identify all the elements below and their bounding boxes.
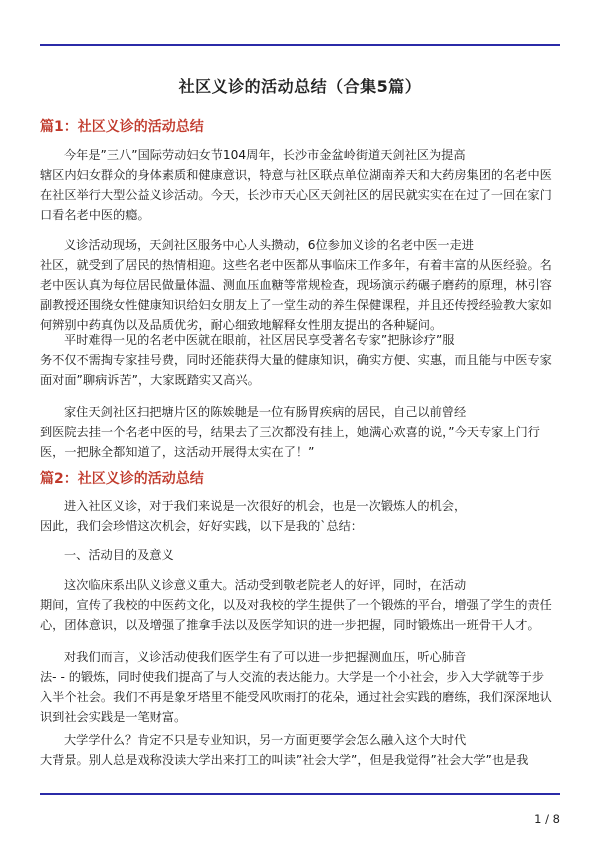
paragraph-5 bbox=[40, 496, 560, 536]
section-heading-2: 篇2：社区义诊的活动总结 bbox=[40, 471, 204, 487]
paragraph-line: 辖区内妇女群众的身体素质和健康意识，特意与社区联点单位湖南养天和大药房集团的名老中医 bbox=[40, 168, 552, 182]
paragraph-7 bbox=[40, 575, 560, 635]
paragraph-6 bbox=[40, 545, 560, 565]
paragraph-line: 老中医认真为每位居民做量体温、测血压血糖等常规检查，现场演示药碾子磨药的原理，林引容 bbox=[40, 278, 552, 292]
paragraph-line: 社区，就受到了居民的热情相迎。这些名老中医都从事临床工作多年，有着丰富的从医经验。名 bbox=[40, 258, 552, 272]
paragraph-line: 大背景。别人总是戏称没读大学出来打工的叫读”社会大学”，但是我觉得”社会大学”也是我 bbox=[40, 753, 529, 767]
paragraph-line: 因此，我们会珍惜这次机会，好好实践，以下是我的`总结： bbox=[40, 519, 363, 533]
paragraph-4 bbox=[40, 402, 560, 462]
paragraph-line: 对我们而言，义诊活动使我们医学生有了可以进一步把握测血压，听心肺音 bbox=[64, 650, 467, 664]
paragraph-line: 法- - 的锻炼，同时使我们提高了与人交流的表达能力。大学是一个小社会，步入大学就等于步 bbox=[40, 670, 545, 684]
paragraph-line: 义诊活动现场，天剑社区服务中心人头攒动，6位参加义诊的名老中医一走进 bbox=[64, 238, 474, 252]
paragraph-line: 期间，宣传了我校的中医药文化，以及对我校的学生提供了一个锻炼的平台，增强了学生的责任 bbox=[40, 598, 552, 612]
header-rule bbox=[40, 44, 560, 46]
paragraph-9 bbox=[40, 730, 560, 770]
paragraph-line: 这次临床系出队义诊意义重大。活动受到敬老院老人的好评，同时，在活动 bbox=[64, 578, 467, 592]
paragraph-line: 口看名老中医的瘾。 bbox=[40, 208, 150, 222]
section-heading-1: 篇1：社区义诊的活动总结 bbox=[40, 119, 204, 135]
paragraph-2 bbox=[40, 235, 560, 335]
paragraph-line: 医，一把脉全都知道了，这活动开展得太实在了！” bbox=[40, 445, 315, 459]
paragraph-line: 面对面”聊病诉苦”，大家既踏实又高兴。 bbox=[40, 373, 260, 387]
paragraph-line: 何辨别中药真伪以及品质优劣，耐心细致地解释女性朋友提出的各种疑问。 bbox=[40, 318, 443, 332]
paragraph-line: 今年是”三八”国际劳动妇女节104周年，长沙市金盆岭街道天剑社区为提高 bbox=[64, 148, 466, 162]
paragraph-3 bbox=[40, 330, 560, 390]
paragraph-line: 大学学什么？肯定不只是专业知识，另一方面更要学会怎么融入这个大时代 bbox=[64, 733, 467, 747]
paragraph-line: 识到社会实践是一笔财富。 bbox=[40, 710, 187, 724]
footer-rule bbox=[40, 793, 560, 795]
paragraph-line: 家住天剑社区扫把塘片区的陈娭毑是一位有肠胃疾病的居民，自己以前曾经 bbox=[64, 405, 467, 419]
paragraph-line: 务不仅不需掏专家挂号费，同时还能获得大量的健康知识，确实方便、实惠，而且能与中医专家 bbox=[40, 353, 552, 367]
paragraph-line: 进入社区义诊，对于我们来说是一次很好的机会，也是一次锻炼人的机会， bbox=[64, 499, 467, 513]
document-title: 社区义诊的活动总结（合集5篇） bbox=[178, 77, 422, 96]
page-number: 1 / 8 bbox=[534, 812, 560, 826]
paragraph-8 bbox=[40, 647, 560, 727]
paragraph-1 bbox=[40, 145, 560, 225]
paragraph-line: 副教授还围绕女性健康知识给妇女朋友上了一堂生动的养生保健课程，并且还传授经验教大家如 bbox=[40, 298, 552, 312]
paragraph-line: 在社区举行大型公益义诊活动。今天，长沙市天心区天剑社区的居民就实实在在过了一回在家门 bbox=[40, 188, 552, 202]
paragraph-line: 一、活动目的及意义 bbox=[64, 548, 174, 562]
paragraph-line: 入半个社会。我们不再是象牙塔里不能受风吹雨打的花朵，通过社会实践的磨练，我们深深地认 bbox=[40, 690, 552, 704]
paragraph-line: 平时难得一见的名老中医就在眼前，社区居民享受著名专家”把脉诊疗”服 bbox=[64, 333, 455, 347]
paragraph-line: 心，团体意识，以及增强了推拿手法以及医学知识的进一步把握，同时锻炼出一班骨干人才。 bbox=[40, 618, 540, 632]
paragraph-line: 到医院去挂一个名老中医的号，结果去了三次都没有挂上，她满心欢喜的说，”今天专家上门行 bbox=[40, 425, 540, 439]
